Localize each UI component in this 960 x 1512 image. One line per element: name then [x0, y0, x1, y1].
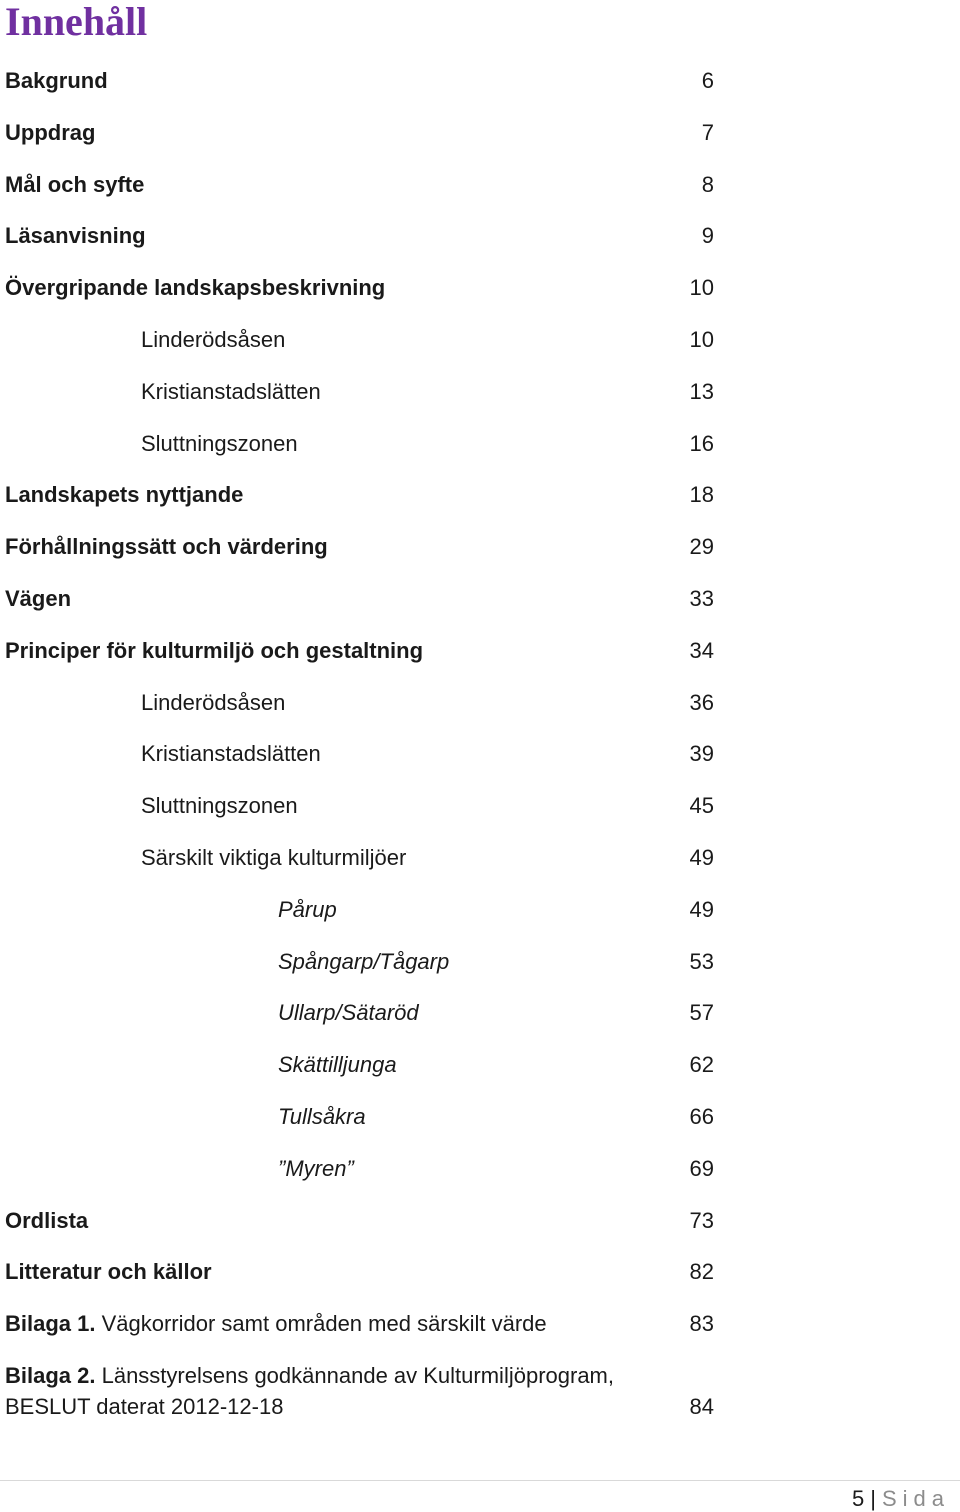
- bilaga-text: Länsstyrelsens godkännande av Kulturmiljöprogram,: [95, 1362, 614, 1388]
- toc-entry-page: 69: [689, 1155, 714, 1181]
- toc-entry-page: 29: [689, 534, 714, 560]
- toc-entry-sluttningszonen-2[interactable]: [0, 781, 960, 833]
- bilaga-text: Vägkorridor samt områden med särskilt värde: [95, 1311, 547, 1337]
- toc-entry-page: 16: [689, 430, 714, 456]
- toc-entry-label: Ullarp/Sätaröd: [278, 1000, 419, 1026]
- toc-entry-label: Bakgrund: [5, 68, 108, 93]
- toc-entry-page: 82: [689, 1259, 714, 1285]
- toc-entry-kristianstadslatten[interactable]: [0, 367, 960, 419]
- toc-entry-linderodsasen[interactable]: [0, 315, 960, 367]
- toc-entry-sarskilt-viktiga[interactable]: [0, 833, 960, 885]
- toc-entry-label: Spångarp/Tågarp: [278, 948, 450, 974]
- toc-entry-label: Ordlista: [5, 1207, 89, 1233]
- toc-entry-label: Kristianstadslätten: [141, 378, 321, 404]
- toc-entry-vagen[interactable]: [0, 574, 960, 626]
- toc-entry-page: 66: [689, 1103, 714, 1129]
- toc-entry-label-line2: BESLUT daterat 2012-12-18: [5, 1393, 284, 1419]
- toc-entry-label: Övergripande landskapsbeskrivning: [5, 275, 386, 301]
- toc-entry-spangarp[interactable]: [0, 937, 960, 989]
- toc-entry-page: 45: [689, 793, 714, 819]
- page-footer: [852, 1486, 950, 1512]
- bilaga-prefix: Bilaga 1.: [5, 1311, 96, 1337]
- toc-entry-label: Uppdrag: [5, 119, 96, 145]
- toc-entry-label: Litteratur och källor: [5, 1259, 212, 1285]
- toc-entry-kristianstadslatten-2[interactable]: [0, 729, 960, 781]
- toc-entry-ullarp[interactable]: [0, 988, 960, 1040]
- toc-entry-label: Landskapets nyttjande: [5, 482, 244, 508]
- toc-entry-sluttningszonen[interactable]: [0, 419, 960, 471]
- toc-entry-page: 9: [701, 223, 714, 249]
- toc-entry-forhallningssatt[interactable]: [0, 522, 960, 574]
- toc-entry-label: [5, 1363, 614, 1389]
- toc-entry-page: 7: [701, 119, 714, 145]
- toc-entry-page: 83: [689, 1311, 714, 1337]
- toc-entry-label: Mål och syfte: [5, 171, 145, 197]
- toc-entry-tullsakra[interactable]: [0, 1092, 960, 1144]
- toc-entry-parup[interactable]: [0, 885, 960, 937]
- bilaga-prefix: Bilaga 2.: [5, 1362, 96, 1388]
- toc-entry-page: 8: [701, 171, 714, 197]
- toc-entry-page: 33: [689, 585, 714, 611]
- toc-entry-page: 62: [689, 1052, 714, 1078]
- toc-entry-mal-och-syfte[interactable]: [0, 160, 960, 212]
- toc-entry-label: Sluttningszonen: [141, 430, 298, 456]
- toc-entry-label: Läsanvisning: [5, 223, 146, 249]
- toc-entry-label: Förhållningssätt och värdering: [5, 534, 328, 560]
- toc-entry-page: 34: [689, 637, 714, 663]
- footer-separator: |: [870, 1486, 876, 1511]
- toc-entry-label: Särskilt viktiga kulturmiljöer: [141, 844, 407, 870]
- toc-entry-myren[interactable]: [0, 1144, 960, 1196]
- table-of-contents: [0, 56, 960, 1419]
- toc-entry-page: 53: [689, 948, 714, 974]
- toc-entry-page: 36: [689, 689, 714, 715]
- toc-entry-page: 10: [689, 326, 714, 352]
- toc-entry-page: 49: [689, 844, 714, 870]
- toc-entry-bakgrund[interactable]: [0, 56, 960, 108]
- toc-entry-lasanvisning[interactable]: [0, 211, 960, 263]
- toc-entry-label: Linderödsåsen: [141, 689, 286, 715]
- toc-entry-page: 73: [689, 1207, 714, 1233]
- footer-page-number: 5: [851, 1486, 865, 1511]
- toc-entry-label: Linderödsåsen: [141, 326, 286, 352]
- toc-entry-page: 57: [689, 1000, 714, 1026]
- toc-entry-principer[interactable]: [0, 626, 960, 678]
- toc-entry-label: Skättilljunga: [278, 1052, 397, 1078]
- toc-entry-linderodsasen-2[interactable]: [0, 678, 960, 730]
- page-title: Innehåll: [5, 0, 148, 44]
- toc-entry-skattilljunga[interactable]: [0, 1040, 960, 1092]
- footer-divider: [0, 1480, 960, 1481]
- toc-entry-ordlista[interactable]: [0, 1196, 960, 1248]
- toc-entry-label: Pårup: [278, 896, 337, 922]
- toc-entry-label: ”Myren”: [278, 1155, 354, 1181]
- toc-entry-bilaga-1[interactable]: [0, 1299, 960, 1351]
- toc-entry-page: 10: [689, 275, 714, 301]
- toc-entry-page: 13: [689, 378, 714, 404]
- toc-entry-label: Vägen: [5, 585, 72, 611]
- toc-entry-landskapets-nyttjande[interactable]: [0, 470, 960, 522]
- toc-entry-uppdrag[interactable]: [0, 108, 960, 160]
- toc-entry-page: 18: [689, 482, 714, 508]
- toc-entry-page: 84: [689, 1393, 714, 1419]
- footer-page-word: Sida: [881, 1486, 950, 1511]
- toc-entry-label: Kristianstadslätten: [141, 741, 321, 767]
- toc-entry-overgripande[interactable]: [0, 263, 960, 315]
- toc-entry-bilaga-2[interactable]: [0, 1351, 960, 1419]
- toc-entry-page: 6: [701, 68, 714, 93]
- toc-entry-page: 49: [689, 896, 714, 922]
- toc-entry-page: 39: [689, 741, 714, 767]
- toc-entry-label: Sluttningszonen: [141, 793, 298, 819]
- toc-entry-label: [5, 1311, 547, 1337]
- toc-entry-litteratur[interactable]: [0, 1247, 960, 1299]
- toc-entry-label: Tullsåkra: [278, 1103, 366, 1129]
- toc-entry-label: Principer för kulturmiljö och gestaltning: [5, 637, 424, 663]
